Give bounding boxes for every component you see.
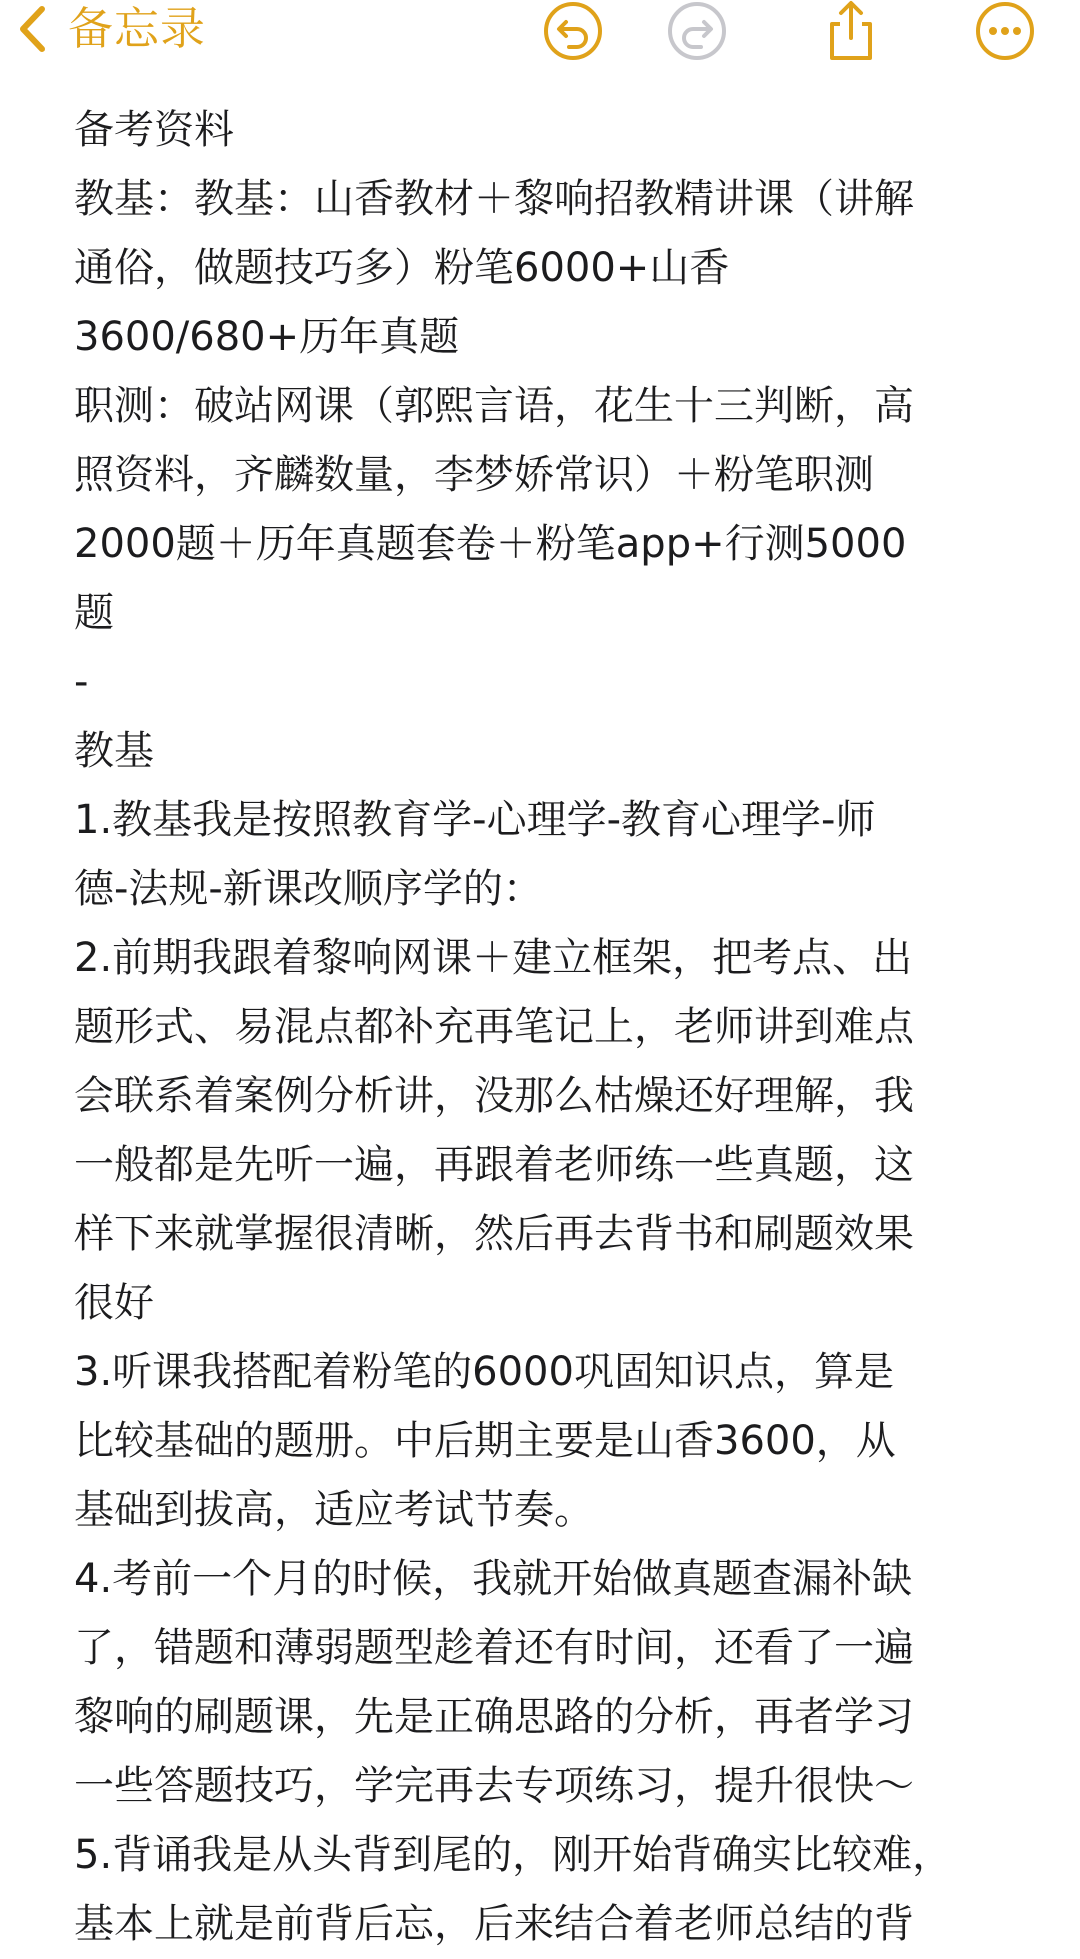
- note-line: 比较基础的题册。中后期主要是山香3600，从: [74, 1418, 896, 1464]
- note-line: 基本上就是前背后忘，后来结合着老师总结的背: [74, 1901, 914, 1947]
- note-line: 题: [74, 590, 114, 636]
- note-line: 题形式、易混点都补充再笔记上，老师讲到难点: [74, 1004, 914, 1050]
- note-line: 照资料，齐麟数量，李梦娇常识）＋粉笔职测: [74, 452, 874, 498]
- back-button[interactable]: [18, 0, 206, 58]
- note-line: 很好: [74, 1280, 154, 1326]
- undo-button[interactable]: [542, 0, 604, 62]
- note-line: 一些答题技巧，学完再去专项练习，提升很快～: [74, 1763, 914, 1809]
- note-line: 职测：破站网课（郭熙言语，花生十三判断，高: [74, 383, 914, 429]
- chevron-left-icon: [18, 6, 46, 52]
- note-line: 1.教基我是按照教育学-心理学-教育心理学-师: [74, 797, 876, 843]
- note-line: 2.前期我跟着黎响网课＋建立框架，把考点、出: [74, 935, 913, 981]
- note-line: 会联系着案例分析讲，没那么枯燥还好理解，我: [74, 1073, 914, 1119]
- note-line: 4.考前一个月的时候，我就开始做真题查漏补缺: [74, 1556, 913, 1602]
- note-line: 教基: [74, 728, 154, 774]
- note-line: 教基：教基：山香教材＋黎响招教精讲课（讲解: [74, 176, 914, 222]
- note-line: 一般都是先听一遍，再跟着老师练一些真题，这: [74, 1142, 914, 1188]
- note-line: 了，错题和薄弱题型趁着还有时间，还看了一遍: [74, 1625, 914, 1671]
- note-line: 2000题＋历年真题套卷＋粉笔app+行测5000: [74, 521, 907, 567]
- share-button[interactable]: [820, 0, 882, 62]
- navigation-bar: [0, 0, 1080, 62]
- note-body[interactable]: [74, 96, 1014, 1959]
- note-line: -: [74, 659, 89, 705]
- note-line: 黎响的刷题课，先是正确思路的分析，再者学习: [74, 1694, 914, 1740]
- more-button[interactable]: [974, 0, 1036, 62]
- note-line: 备考资料: [74, 107, 234, 153]
- undo-icon: [542, 0, 604, 62]
- note-line: 3600/680+历年真题: [74, 314, 460, 360]
- share-icon: [820, 0, 882, 62]
- note-line: 德-法规-新课改顺序学的：: [74, 866, 543, 912]
- note-line: 通俗，做题技巧多）粉笔6000+山香: [74, 245, 730, 291]
- redo-icon: [666, 0, 728, 62]
- more-icon: [974, 0, 1036, 62]
- note-line: 样下来就掌握很清晰，然后再去背书和刷题效果: [74, 1211, 914, 1257]
- note-line: 5.背诵我是从头背到尾的，刚开始背确实比较难，: [74, 1832, 953, 1878]
- note-line: 基础到拔高，适应考试节奏。: [74, 1487, 594, 1533]
- back-label: 备忘录: [68, 2, 207, 55]
- note-line: 3.听课我搭配着粉笔的6000巩固知识点，算是: [74, 1349, 894, 1395]
- redo-button[interactable]: [666, 0, 728, 62]
